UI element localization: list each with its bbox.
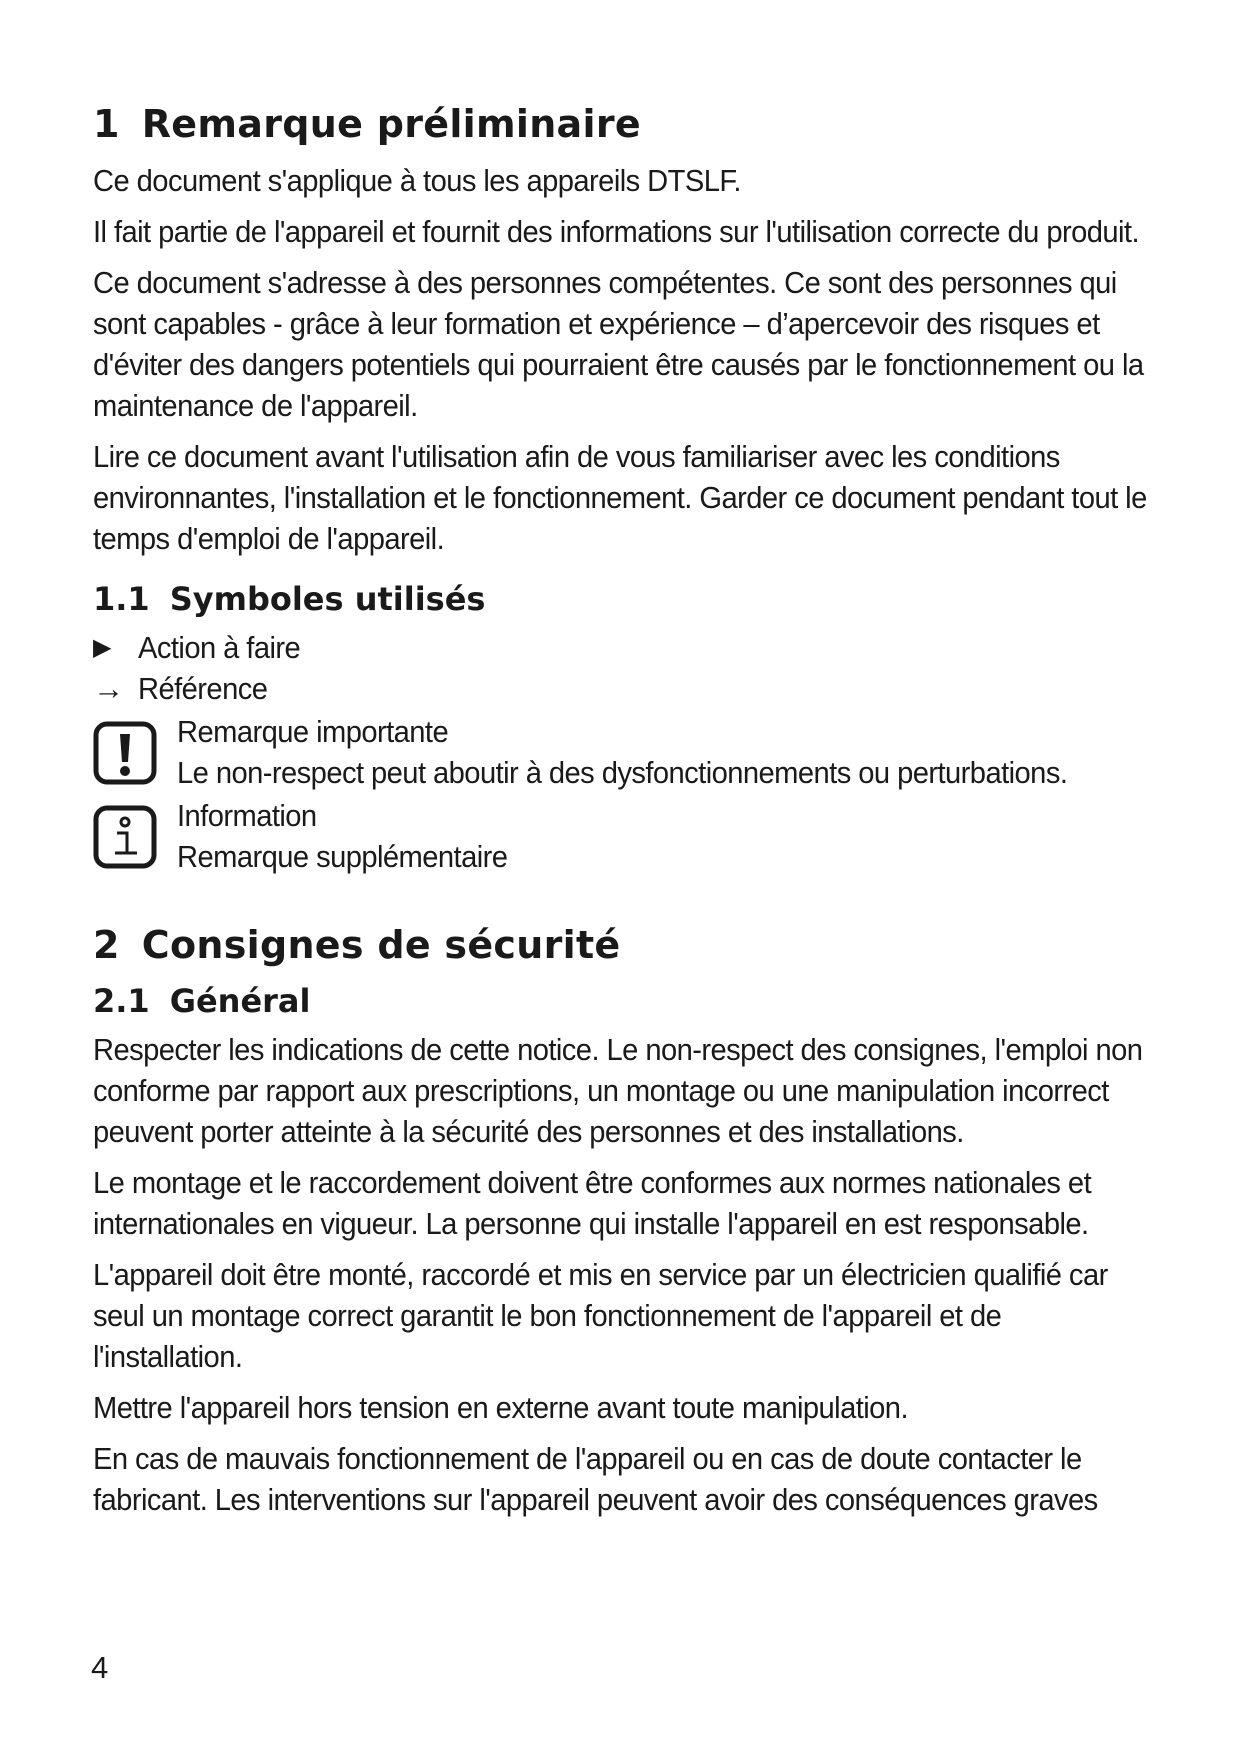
section-2-title: Consignes de sécurité — [141, 923, 621, 967]
section-2-1-paragraph: L'appareil doit être monté, raccordé et mis en service par un électricien qualifié car seul un montage correct garantit le bon fonctionnement de l'appareil et de l'installation. — [93, 1257, 1108, 1374]
play-triangle-icon: ▶ — [93, 634, 112, 661]
section-1-paragraph: Il fait partie de l'appareil et fournit des informations sur l'utilisation correcte du produit. — [93, 214, 1140, 249]
section-2-1-paragraph: En cas de mauvais fonctionnement de l'appareil ou en cas de doute contacter le fabricant. Les interventions sur l'appareil peuvent avoir des conséquences graves — [93, 1441, 1098, 1517]
section-2-1-number: 2.1 — [93, 982, 150, 1020]
important-note-title: Remarque importante — [177, 714, 449, 749]
information-body: Remarque supplémentaire — [177, 839, 508, 874]
section-2-number: 2 — [93, 923, 120, 967]
section-1-number: 1 — [93, 102, 120, 146]
symbol-reference-row — [93, 668, 1153, 709]
section-1-paragraph: Ce document s'applique à tous les appareils DTSLF. — [93, 163, 741, 198]
info-box-icon — [93, 805, 157, 869]
section-1-paragraph: Ce document s'adresse à des personnes compétentes. Ce sont des personnes qui sont capables - grâce à leur formation et expérience – d’apercevoir des risques et d'éviter des dangers potentiels qui pourraient être causés par le fonctionnement ou la maintenance de l'appareil. — [93, 265, 1144, 423]
important-note-row — [93, 711, 1153, 793]
section-2-1-paragraph: Respecter les indications de cette notice. Le non-respect des consignes, l'emploi non conforme par rapport aux prescriptions, un montage ou une manipulation incorrect peuvent porter atteinte à la sécurité des personnes et des installations. — [93, 1032, 1143, 1149]
section-2-1-paragraph: Le montage et le raccordement doivent être conformes aux normes nationales et internationales en vigueur. La personne qui installe l'appareil en est responsable. — [93, 1165, 1092, 1241]
section-1-1-number: 1.1 — [93, 580, 150, 618]
information-text — [177, 795, 1094, 877]
section-1-1-heading — [93, 579, 1153, 619]
symbol-action-label: Action à faire — [138, 630, 301, 665]
page-content — [93, 100, 1153, 1530]
section-2-1-heading — [93, 981, 1153, 1021]
symbol-action-row — [93, 627, 1153, 668]
section-1-heading — [93, 100, 1153, 148]
section-1-title: Remarque préliminaire — [141, 102, 641, 146]
arrow-right-icon: → — [93, 671, 124, 706]
important-note-text — [177, 711, 1094, 793]
section-1-1-title: Symboles utilisés — [169, 580, 486, 618]
section-2-1-paragraph: Mettre l'appareil hors tension en externe avant toute manipulation. — [93, 1390, 908, 1425]
important-note-body: Le non-respect peut aboutir à des dysfonctionnements ou perturbations. — [177, 755, 1068, 790]
section-2-1-title: Général — [169, 982, 311, 1020]
symbol-reference-label: Référence — [138, 671, 268, 706]
exclamation-box-icon — [93, 721, 157, 785]
section-1-paragraph: Lire ce document avant l'utilisation afin de vous familiariser avec les conditions environnantes, l'installation et le fonctionnement. Garder ce document pendant tout le temps d'emploi de l'appareil. — [93, 439, 1147, 556]
information-row — [93, 795, 1153, 877]
page-number: 4 — [91, 1650, 109, 1685]
section-2-heading — [93, 921, 1153, 969]
information-title: Information — [177, 798, 317, 833]
